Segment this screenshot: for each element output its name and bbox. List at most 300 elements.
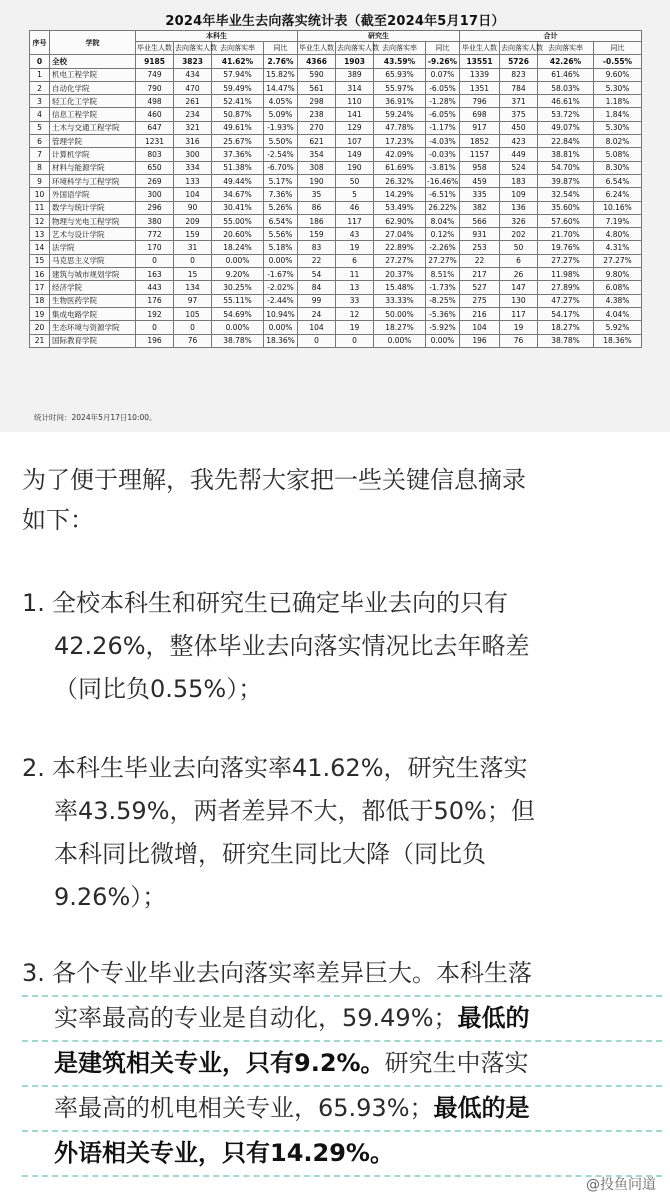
table-cell: 450 bbox=[500, 121, 538, 134]
table-cell: 0.07% bbox=[426, 68, 460, 81]
body-text: 率最高的机电相关专业，65.93%； bbox=[54, 1094, 434, 1122]
body-text: 各个专业毕业去向落实率差异巨大。本科生落 bbox=[52, 959, 532, 987]
table-cell: 0.00% bbox=[264, 321, 298, 334]
table-cell: 38.78% bbox=[212, 334, 264, 347]
table-cell: 1 bbox=[30, 68, 50, 81]
table-cell: 434 bbox=[174, 68, 212, 81]
table-cell: 5.26% bbox=[264, 201, 298, 214]
body-text: （同比负0.55%）； bbox=[54, 675, 263, 703]
table-cell: -6.05% bbox=[426, 108, 460, 121]
table-cell: 196 bbox=[136, 334, 174, 347]
table-cell: 5.50% bbox=[264, 135, 298, 148]
table-cell: 19.76% bbox=[538, 241, 594, 254]
table-body bbox=[30, 55, 642, 348]
table-row bbox=[30, 321, 642, 334]
table-cell: 269 bbox=[136, 174, 174, 187]
college-name-cell: 环境科学与工程学院 bbox=[50, 174, 136, 187]
table-cell: 26.32% bbox=[374, 174, 426, 187]
table-cell: 10.94% bbox=[264, 307, 298, 320]
table-cell: 20.37% bbox=[374, 268, 426, 281]
table-cell: 55.11% bbox=[212, 294, 264, 307]
table-cell: 275 bbox=[460, 294, 500, 307]
table-row bbox=[30, 68, 642, 81]
table-cell: 17 bbox=[30, 281, 50, 294]
table-cell: 15.48% bbox=[374, 281, 426, 294]
table-cell: 4 bbox=[30, 108, 50, 121]
college-name-cell: 数学与统计学院 bbox=[50, 201, 136, 214]
table-cell: 9185 bbox=[136, 55, 174, 68]
table-cell: 15 bbox=[174, 268, 212, 281]
table-cell: 190 bbox=[336, 161, 374, 174]
col-header-college: 学院 bbox=[50, 31, 136, 55]
table-cell: 170 bbox=[136, 241, 174, 254]
table-cell: 1852 bbox=[460, 135, 500, 148]
table-cell: 823 bbox=[500, 68, 538, 81]
table-cell: 217 bbox=[460, 268, 500, 281]
table-cell: 32.54% bbox=[538, 188, 594, 201]
college-name-cell: 自动化学院 bbox=[50, 81, 136, 94]
table-cell: 12 bbox=[336, 307, 374, 320]
table-cell: 18.36% bbox=[594, 334, 642, 347]
table-cell: 7.19% bbox=[594, 214, 642, 227]
table-cell: 76 bbox=[500, 334, 538, 347]
table-cell: 449 bbox=[500, 148, 538, 161]
table-cell: 371 bbox=[500, 95, 538, 108]
table-row bbox=[30, 201, 642, 214]
table-cell: 8.30% bbox=[594, 161, 642, 174]
table-cell: 443 bbox=[136, 281, 174, 294]
col-header: 去向落实人数 bbox=[500, 42, 538, 55]
table-cell: 43 bbox=[336, 228, 374, 241]
table-cell: -2.44% bbox=[264, 294, 298, 307]
table-cell: 590 bbox=[298, 68, 336, 81]
table-cell: 6 bbox=[30, 135, 50, 148]
table-cell: 10 bbox=[30, 188, 50, 201]
table-cell: 423 bbox=[500, 135, 538, 148]
table-cell: 300 bbox=[136, 188, 174, 201]
summary-line bbox=[22, 582, 662, 625]
table-cell: 261 bbox=[174, 95, 212, 108]
table-cell: 460 bbox=[136, 108, 174, 121]
intro-line: 为了便于理解，我先帮大家把一些关键信息摘录 bbox=[22, 466, 526, 494]
table-cell: -5.92% bbox=[426, 321, 460, 334]
table-cell: 354 bbox=[298, 148, 336, 161]
table-cell: 18.36% bbox=[264, 334, 298, 347]
table-cell: 1.18% bbox=[594, 95, 642, 108]
table-cell: 47.78% bbox=[374, 121, 426, 134]
table-cell: 19 bbox=[30, 307, 50, 320]
table-cell: 300 bbox=[174, 148, 212, 161]
table-cell: 4.31% bbox=[594, 241, 642, 254]
college-name-cell: 艺术与设计学院 bbox=[50, 228, 136, 241]
watermark: @投鱼问道 bbox=[586, 1177, 656, 1193]
table-cell: 62.90% bbox=[374, 214, 426, 227]
item-number: 2. bbox=[22, 754, 45, 782]
body-text: 全校本科生和研究生已确定毕业去向的只有 bbox=[52, 589, 508, 617]
table-cell: 8.51% bbox=[426, 268, 460, 281]
table-cell: 20.60% bbox=[212, 228, 264, 241]
table-cell: 8 bbox=[30, 161, 50, 174]
emphasis-text: 最低的 bbox=[457, 1004, 530, 1032]
table-cell: 566 bbox=[460, 214, 500, 227]
table-cell: 202 bbox=[500, 228, 538, 241]
table-cell: 1339 bbox=[460, 68, 500, 81]
table-cell: 4366 bbox=[298, 55, 336, 68]
college-name-cell: 材料与能源学院 bbox=[50, 161, 136, 174]
table-cell: 38.78% bbox=[538, 334, 594, 347]
col-header: 毕业生人数 bbox=[460, 42, 500, 55]
table-cell: 0.00% bbox=[212, 321, 264, 334]
table-cell: 470 bbox=[174, 81, 212, 94]
table-cell: 5.56% bbox=[264, 228, 298, 241]
table-cell: 234 bbox=[174, 108, 212, 121]
table-cell: 5.09% bbox=[264, 108, 298, 121]
table-cell: 931 bbox=[460, 228, 500, 241]
table-cell: 216 bbox=[460, 307, 500, 320]
table-cell: -2.26% bbox=[426, 241, 460, 254]
table-cell: 3823 bbox=[174, 55, 212, 68]
table-cell: 50.87% bbox=[212, 108, 264, 121]
college-name-cell: 法学院 bbox=[50, 241, 136, 254]
table-cell: 27.04% bbox=[374, 228, 426, 241]
table-cell: 5.18% bbox=[264, 241, 298, 254]
table-cell: 16 bbox=[30, 268, 50, 281]
table-cell: 30.25% bbox=[212, 281, 264, 294]
col-header: 去向落实率 bbox=[538, 42, 594, 55]
table-cell: 61.69% bbox=[374, 161, 426, 174]
table-cell: 459 bbox=[460, 174, 500, 187]
table-cell: 22.84% bbox=[538, 135, 594, 148]
table-cell: 316 bbox=[174, 135, 212, 148]
table-cell: 104 bbox=[298, 321, 336, 334]
body-text: 9.26%）； bbox=[54, 883, 167, 911]
table-cell: 335 bbox=[460, 188, 500, 201]
body-text: 42.26%，整体毕业去向落实情况比去年略差 bbox=[54, 632, 530, 660]
college-name-cell: 集成电路学院 bbox=[50, 307, 136, 320]
table-cell: 4.04% bbox=[594, 307, 642, 320]
table-cell: -6.70% bbox=[264, 161, 298, 174]
table-cell: 27.27% bbox=[374, 254, 426, 267]
table-cell: 314 bbox=[336, 81, 374, 94]
table-cell: 19 bbox=[336, 321, 374, 334]
table-cell: 1.84% bbox=[594, 108, 642, 121]
summary-item-2 bbox=[22, 747, 662, 919]
table-cell: 31 bbox=[174, 241, 212, 254]
table-cell: 14.47% bbox=[264, 81, 298, 94]
summary-line bbox=[22, 625, 662, 668]
emphasis-text: 外语相关专业，只有14.29%。 bbox=[54, 1139, 394, 1167]
college-name-cell: 全校 bbox=[50, 55, 136, 68]
table-cell: 20 bbox=[30, 321, 50, 334]
table-cell: 15 bbox=[30, 254, 50, 267]
table-cell: 42.09% bbox=[374, 148, 426, 161]
summary-item-3 bbox=[22, 952, 662, 1177]
college-name-cell: 国际教育学院 bbox=[50, 334, 136, 347]
col-header-index: 序号 bbox=[30, 31, 50, 55]
table-cell: 83 bbox=[298, 241, 336, 254]
summary-line bbox=[22, 952, 662, 997]
table-cell: 9.60% bbox=[594, 68, 642, 81]
table-row bbox=[30, 121, 642, 134]
table-cell: 375 bbox=[500, 108, 538, 121]
table-cell: 498 bbox=[136, 95, 174, 108]
table-footnote: 统计时间：2024年5月17日10:00。 bbox=[34, 413, 157, 422]
college-name-cell: 马克思主义学院 bbox=[50, 254, 136, 267]
table-cell: 6 bbox=[336, 254, 374, 267]
summary-line bbox=[22, 1042, 662, 1087]
table-cell: 527 bbox=[460, 281, 500, 294]
table-cell: 7.36% bbox=[264, 188, 298, 201]
table-cell: 3 bbox=[30, 95, 50, 108]
table-cell: 50.00% bbox=[374, 307, 426, 320]
table-cell: 1351 bbox=[460, 81, 500, 94]
table-cell: 50 bbox=[336, 174, 374, 187]
table-cell: -1.67% bbox=[264, 268, 298, 281]
col-header: 毕业生人数 bbox=[136, 42, 174, 55]
table-cell: 5.08% bbox=[594, 148, 642, 161]
college-name-cell: 建筑与城市规划学院 bbox=[50, 268, 136, 281]
table-cell: 49.44% bbox=[212, 174, 264, 187]
table-cell: 33.33% bbox=[374, 294, 426, 307]
table-cell: 84 bbox=[298, 281, 336, 294]
table-cell: 27.27% bbox=[594, 254, 642, 267]
table-cell: 561 bbox=[298, 81, 336, 94]
college-name-cell: 信息工程学院 bbox=[50, 108, 136, 121]
table-cell: -2.02% bbox=[264, 281, 298, 294]
table-row bbox=[30, 268, 642, 281]
table-cell: 76 bbox=[174, 334, 212, 347]
table-cell: 43.59% bbox=[374, 55, 426, 68]
table-cell: 53.49% bbox=[374, 201, 426, 214]
table-cell: 27.89% bbox=[538, 281, 594, 294]
col-header: 去向落实率 bbox=[212, 42, 264, 55]
table-cell: 0.00% bbox=[212, 254, 264, 267]
table-cell: 46 bbox=[336, 201, 374, 214]
table-row bbox=[30, 148, 642, 161]
table-cell: 0.12% bbox=[426, 228, 460, 241]
table-cell: 0.00% bbox=[374, 334, 426, 347]
emphasis-text: 是建筑相关专业，只有9.2%。 bbox=[54, 1049, 385, 1077]
table-cell: 9.20% bbox=[212, 268, 264, 281]
college-name-cell: 外国语学院 bbox=[50, 188, 136, 201]
table-cell: 298 bbox=[298, 95, 336, 108]
table-cell: 42.26% bbox=[538, 55, 594, 68]
table-cell: 1231 bbox=[136, 135, 174, 148]
table-cell: 524 bbox=[500, 161, 538, 174]
table-row bbox=[30, 188, 642, 201]
table-cell: 30.41% bbox=[212, 201, 264, 214]
table-cell: 136 bbox=[500, 201, 538, 214]
table-cell: 176 bbox=[136, 294, 174, 307]
table-cell: 5726 bbox=[500, 55, 538, 68]
table-cell: 0 bbox=[30, 55, 50, 68]
col-header: 去向落实人数 bbox=[336, 42, 374, 55]
table-cell: 134 bbox=[174, 281, 212, 294]
table-cell: 790 bbox=[136, 81, 174, 94]
table-cell: 41.62% bbox=[212, 55, 264, 68]
table-cell: 19 bbox=[336, 241, 374, 254]
table-cell: 698 bbox=[460, 108, 500, 121]
table-cell: 55.00% bbox=[212, 214, 264, 227]
table-row bbox=[30, 254, 642, 267]
table-cell: 18 bbox=[30, 294, 50, 307]
college-name-cell: 计算机学院 bbox=[50, 148, 136, 161]
table-cell: 5.30% bbox=[594, 121, 642, 134]
college-name-cell: 生物医药学院 bbox=[50, 294, 136, 307]
item-number: 1. bbox=[22, 589, 45, 617]
table-cell: 0 bbox=[136, 321, 174, 334]
table-cell: 57.94% bbox=[212, 68, 264, 81]
table-cell: 47.27% bbox=[538, 294, 594, 307]
college-name-cell: 管理学院 bbox=[50, 135, 136, 148]
table-cell: 19 bbox=[500, 321, 538, 334]
table-row bbox=[30, 81, 642, 94]
table-cell: -1.28% bbox=[426, 95, 460, 108]
table-cell: 117 bbox=[336, 214, 374, 227]
table-cell: 308 bbox=[298, 161, 336, 174]
table-cell: 57.60% bbox=[538, 214, 594, 227]
table-cell: 11 bbox=[336, 268, 374, 281]
table-cell: 11 bbox=[30, 201, 50, 214]
table-cell: 196 bbox=[460, 334, 500, 347]
table-cell: -1.17% bbox=[426, 121, 460, 134]
table-cell: 190 bbox=[298, 174, 336, 187]
table-cell: 9 bbox=[30, 174, 50, 187]
intro-line: 如下： bbox=[22, 506, 94, 534]
emphasis-text: 最低的是 bbox=[433, 1094, 530, 1122]
college-name-cell: 经济学院 bbox=[50, 281, 136, 294]
table-cell: 33 bbox=[336, 294, 374, 307]
table-cell: 0 bbox=[174, 321, 212, 334]
college-name-cell: 物理与光电工程学院 bbox=[50, 214, 136, 227]
summary-line bbox=[22, 1087, 662, 1132]
summary-line bbox=[22, 997, 662, 1042]
table-cell: 5 bbox=[336, 188, 374, 201]
table-cell: -0.55% bbox=[594, 55, 642, 68]
table-cell: 4.05% bbox=[264, 95, 298, 108]
table-cell: 2 bbox=[30, 81, 50, 94]
group-header-total: 合计 bbox=[460, 31, 642, 42]
table-cell: 17.23% bbox=[374, 135, 426, 148]
table-cell: 186 bbox=[298, 214, 336, 227]
college-name-cell: 机电工程学院 bbox=[50, 68, 136, 81]
table-cell: 6.54% bbox=[264, 214, 298, 227]
table-cell: 110 bbox=[336, 95, 374, 108]
table-cell: -6.51% bbox=[426, 188, 460, 201]
table-cell: -1.93% bbox=[264, 121, 298, 134]
table-cell: 0 bbox=[336, 334, 374, 347]
table-cell: 5.92% bbox=[594, 321, 642, 334]
table-cell: 51.38% bbox=[212, 161, 264, 174]
table-cell: 12 bbox=[30, 214, 50, 227]
table-cell: -5.36% bbox=[426, 307, 460, 320]
table-cell: 54.17% bbox=[538, 307, 594, 320]
body-text: 研究生中落实 bbox=[384, 1049, 529, 1077]
table-cell: 36.91% bbox=[374, 95, 426, 108]
table-cell: -0.03% bbox=[426, 148, 460, 161]
table-cell: 34.67% bbox=[212, 188, 264, 201]
table-cell: 8.04% bbox=[426, 214, 460, 227]
table-cell: -3.81% bbox=[426, 161, 460, 174]
table-cell: 22 bbox=[460, 254, 500, 267]
table-cell: 749 bbox=[136, 68, 174, 81]
table-cell: 380 bbox=[136, 214, 174, 227]
table-cell: 321 bbox=[174, 121, 212, 134]
table-row bbox=[30, 55, 642, 68]
table-row bbox=[30, 174, 642, 187]
table-cell: 61.46% bbox=[538, 68, 594, 81]
table-cell: 6.24% bbox=[594, 188, 642, 201]
table-cell: 0 bbox=[136, 254, 174, 267]
table-cell: 163 bbox=[136, 268, 174, 281]
table-cell: -2.54% bbox=[264, 148, 298, 161]
col-header: 同比 bbox=[264, 42, 298, 55]
table-cell: -16.46% bbox=[426, 174, 460, 187]
table-cell: 183 bbox=[500, 174, 538, 187]
group-header-undergrad: 本科生 bbox=[136, 31, 298, 42]
table-cell: 49.61% bbox=[212, 121, 264, 134]
table-cell: 0 bbox=[298, 334, 336, 347]
table-title: 2024年毕业生去向落实统计表（截至2024年5月17日） bbox=[165, 14, 505, 29]
table-cell: 104 bbox=[174, 188, 212, 201]
table-cell: 54 bbox=[298, 268, 336, 281]
table-cell: 18.27% bbox=[374, 321, 426, 334]
summary-item-1 bbox=[22, 582, 662, 711]
item-number: 3. bbox=[22, 959, 45, 987]
table-cell: 104 bbox=[460, 321, 500, 334]
table-cell: 65.93% bbox=[374, 68, 426, 81]
table-cell: 326 bbox=[500, 214, 538, 227]
table-row bbox=[30, 228, 642, 241]
table-cell: 11.98% bbox=[538, 268, 594, 281]
table-row bbox=[30, 294, 642, 307]
body-text: 本科生毕业去向落实率41.62%，研究生落实 bbox=[52, 754, 528, 782]
table-cell: 650 bbox=[136, 161, 174, 174]
table-cell: 18.24% bbox=[212, 241, 264, 254]
table-cell: 238 bbox=[298, 108, 336, 121]
table-cell: 147 bbox=[500, 281, 538, 294]
table-cell: 14 bbox=[30, 241, 50, 254]
table-cell: 1157 bbox=[460, 148, 500, 161]
table-cell: 15.82% bbox=[264, 68, 298, 81]
table-cell: 21 bbox=[30, 334, 50, 347]
table-cell: 1903 bbox=[336, 55, 374, 68]
table-cell: 38.81% bbox=[538, 148, 594, 161]
table-cell: 13 bbox=[30, 228, 50, 241]
table-cell: 334 bbox=[174, 161, 212, 174]
table-cell: 49.07% bbox=[538, 121, 594, 134]
col-header: 同比 bbox=[594, 42, 642, 55]
college-name-cell: 土木与交通工程学院 bbox=[50, 121, 136, 134]
table-cell: 22 bbox=[298, 254, 336, 267]
summary-line bbox=[22, 668, 662, 711]
table-row bbox=[30, 95, 642, 108]
table-row bbox=[30, 214, 642, 227]
table-cell: 382 bbox=[460, 201, 500, 214]
table-cell: 22.89% bbox=[374, 241, 426, 254]
table-cell: 4.80% bbox=[594, 228, 642, 241]
table-row bbox=[30, 281, 642, 294]
table-cell: 13551 bbox=[460, 55, 500, 68]
table-cell: 192 bbox=[136, 307, 174, 320]
summary-line bbox=[22, 1132, 662, 1177]
table-cell: 784 bbox=[500, 81, 538, 94]
table-cell: 107 bbox=[336, 135, 374, 148]
stats-table bbox=[29, 30, 642, 348]
table-cell: 0.00% bbox=[264, 254, 298, 267]
table-cell: 52.41% bbox=[212, 95, 264, 108]
body-text: 率43.59%，两者差异不大，都低于50%；但 bbox=[54, 797, 535, 825]
